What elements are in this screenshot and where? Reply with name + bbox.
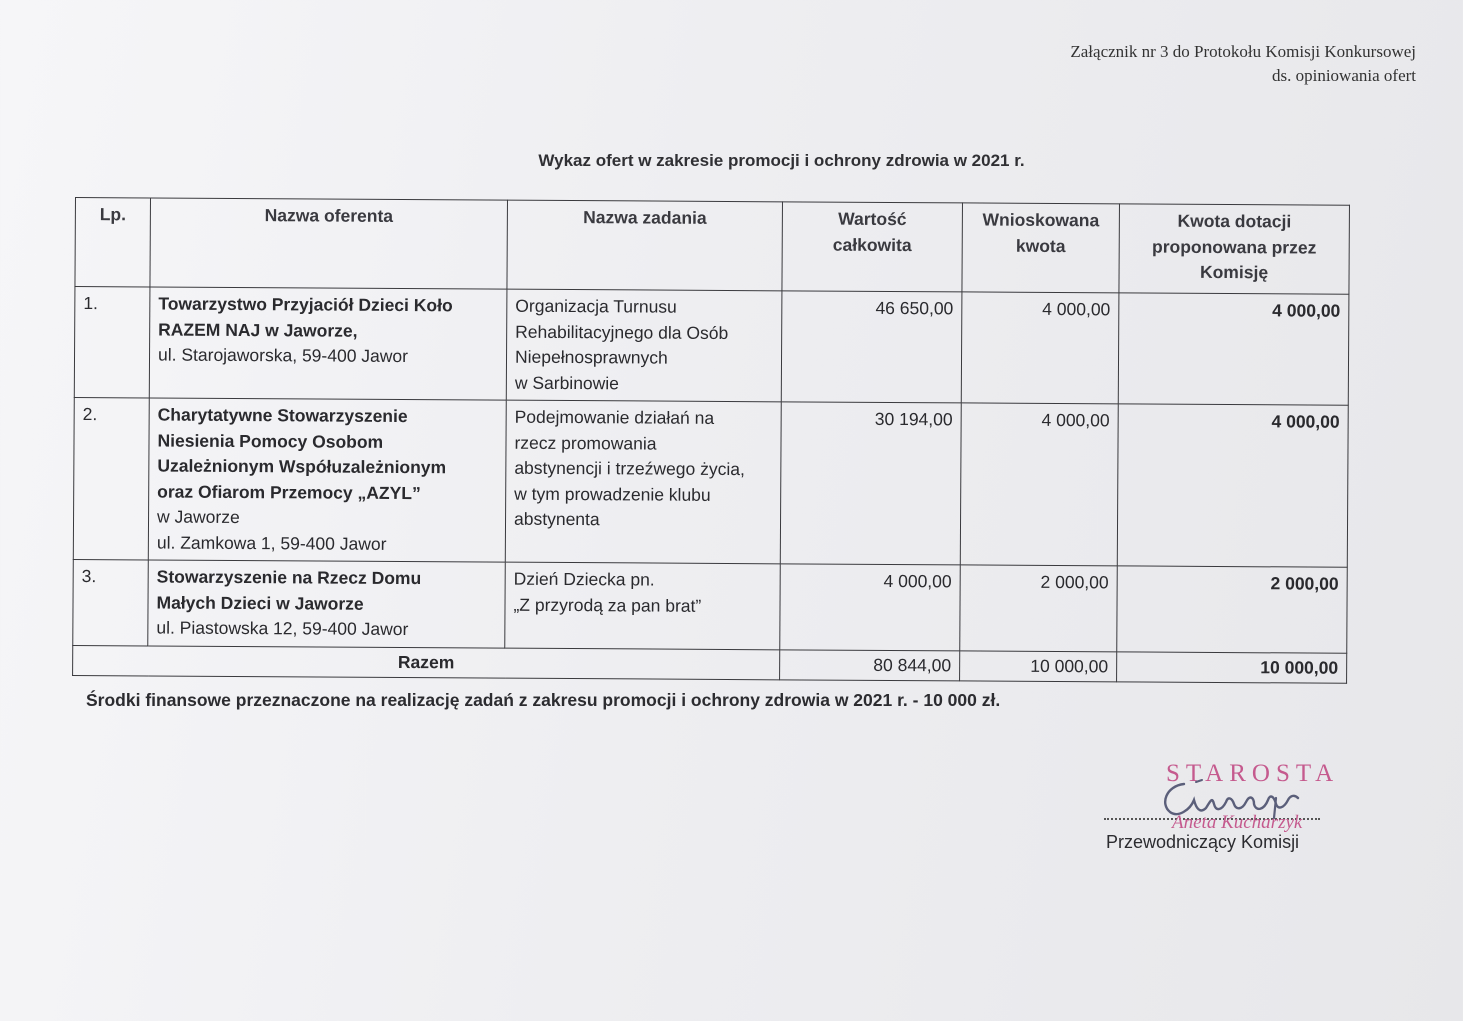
row-proposed: 4 000,00 [1117, 404, 1348, 567]
row-requested: 4 000,00 [960, 403, 1118, 566]
applicant-line: Niesienia Pomocy Osobom [157, 430, 384, 452]
header-requested-line-2: kwota [1015, 235, 1066, 256]
task-line: abstynenta [513, 508, 600, 530]
task-line: Organizacja Turnusu [515, 295, 677, 317]
header-total [782, 202, 963, 292]
sum-total: 80 844,00 [780, 649, 960, 681]
stamp-title: STAROSTA [1166, 760, 1340, 787]
header-total-line-1: Wartość [838, 208, 907, 230]
header-proposed-line-1: Kwota dotacji [1177, 210, 1292, 232]
row-task [505, 562, 781, 649]
header-task: Nazwa zadania [507, 200, 783, 291]
row-total: 30 194,00 [780, 402, 961, 565]
row-proposed: 4 000,00 [1118, 293, 1349, 405]
signatory-role: Przewodniczący Komisji [1106, 832, 1300, 852]
annex-line-1: Załącznik nr 3 do Protokołu Komisji Konkursowej [1070, 42, 1416, 61]
task-line: w tym prowadzenie klubu [514, 483, 711, 505]
document-title: Wykaz ofert w zakresie promocji i ochrony zdrowia w 2021 r. [538, 151, 1025, 170]
task-line: rzecz promowania [514, 432, 657, 454]
applicant-line: w Jaworze [156, 506, 240, 528]
row-proposed: 2 000,00 [1117, 566, 1348, 653]
applicant-address: ul. Starojaworska, 59-400 Jawor [157, 344, 409, 367]
header-requested [962, 203, 1120, 293]
row-total: 4 000,00 [780, 564, 961, 651]
sum-row [73, 645, 1347, 683]
signature-block [1100, 760, 1360, 860]
header-proposed [1119, 204, 1350, 294]
row-task [506, 289, 782, 402]
header-lp: Lp. [75, 198, 151, 287]
applicant-address: ul. Piastowska 12, 59-400 Jawor [156, 617, 409, 640]
row-lp: 2. [73, 397, 149, 559]
applicant-line: Stowarzyszenie na Rzecz Domu [156, 566, 422, 589]
funds-note: Środki finansowe przeznaczone na realizację zadań z zakresu promocji i ochrony zdrowia w 2021 r. - 10 000 zł. [86, 690, 1001, 710]
applicant-line: Towarzystwo Przyjaciół Dzieci Koło [158, 293, 453, 316]
row-total: 46 650,00 [781, 291, 962, 403]
header-name: Nazwa oferenta [150, 198, 508, 289]
table-header-row [75, 198, 1350, 295]
stamp-name: Aneta Kucharzyk [1172, 812, 1303, 833]
applicant-line: Uzależnionym Współuzależnionym [157, 455, 447, 478]
header-requested-line-1: Wnioskowana [982, 209, 1100, 231]
sum-requested: 10 000,00 [960, 650, 1117, 681]
row-applicant [148, 398, 506, 562]
header-proposed-line-2: proponowana przez [1152, 236, 1317, 258]
table-row [74, 287, 1349, 406]
applicant-line: Charytatywne Stowarzyszenie [157, 404, 408, 427]
sum-proposed: 10 000,00 [1117, 651, 1347, 683]
sum-label: Razem [73, 645, 780, 680]
offers-table [72, 197, 1350, 684]
applicant-line: RAZEM NAJ w Jaworze, [158, 319, 358, 341]
applicant-line: Małych Dzieci w Jaworze [156, 592, 364, 614]
row-requested: 2 000,00 [960, 565, 1118, 651]
task-line: w Sarbinowie [514, 372, 620, 393]
applicant-line: oraz Ofiarom Przemocy „AZYL” [157, 481, 421, 503]
task-line: Rehabilitacyjnego dla Osób [515, 321, 729, 343]
task-line: „Z przyrodą za pan brat” [513, 594, 702, 616]
task-line: Niepełnosprawnych [514, 346, 668, 368]
annex-line-2: ds. opiniowania ofert [1272, 66, 1416, 85]
row-task [505, 400, 781, 564]
row-applicant [149, 287, 507, 400]
table-row [73, 559, 1347, 652]
task-line: Podejmowanie działań na [514, 406, 715, 428]
applicant-address: ul. Zamkowa 1, 59-400 Jawor [156, 532, 387, 554]
row-lp: 1. [74, 287, 150, 398]
annex-header [1070, 40, 1416, 88]
header-total-line-2: całkowita [832, 234, 912, 255]
row-applicant [148, 560, 506, 648]
row-requested: 4 000,00 [961, 292, 1119, 404]
header-proposed-line-3: Komisję [1199, 261, 1269, 283]
task-line: abstynencji i trzeźwego życia, [514, 457, 745, 480]
table-row [73, 397, 1348, 567]
row-lp: 3. [73, 559, 149, 645]
task-line: Dzień Dziecka pn. [513, 568, 655, 590]
